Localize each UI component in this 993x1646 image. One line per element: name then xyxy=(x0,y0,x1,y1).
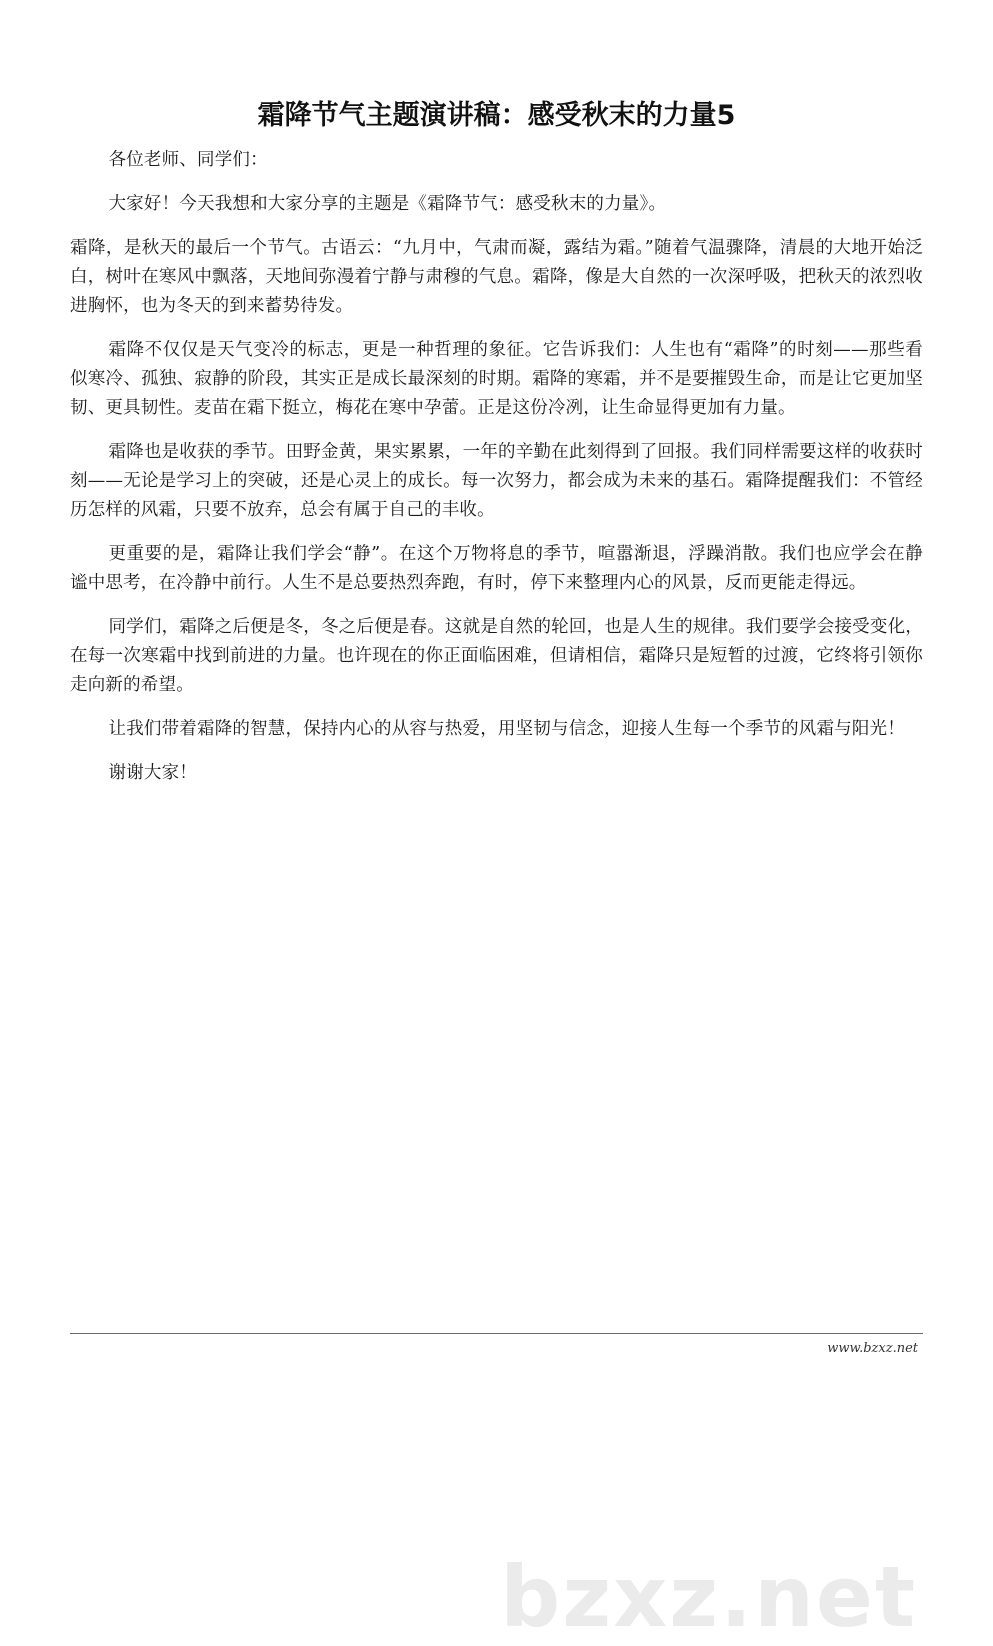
paragraph-greeting: 各位老师、同学们： xyxy=(108,150,268,170)
watermark-logo: bzxz.net xyxy=(500,1548,917,1646)
paragraph-introduction: 霜降，是秋天的最后一个节气。古语云：“九月中，气肃而凝，露结为霜。”随着气温骤降，清晨的大地开始泛白，树叶在寒风中飘落，天地间弥漫着宁静与肃穆的气息。霜降，像是大自然的一次深呼吸，把秋天的浓烈收进胸怀，也为冬天的到来蓄势待发。 xyxy=(70,238,923,316)
paragraph-opening: 大家好！今天我想和大家分享的主题是《霜降节气：感受秋末的力量》。 xyxy=(108,194,667,214)
footer-url-link[interactable]: www.bzxz.net xyxy=(827,1341,918,1356)
paragraph-harvest: 霜降也是收获的季节。田野金黄，果实累累，一年的辛勤在此刻得到了回报。我们同样需要这样的收获时刻——无论是学习上的突破，还是心灵上的成长。每一次努力，都会成为未来的基石。霜降提醒我们：不管经历怎样的风霜，只要不放弃，总会有属于自己的丰收。 xyxy=(70,442,923,520)
paragraph-stillness: 更重要的是，霜降让我们学会“静”。在这个万物将息的季节，喧嚣渐退，浮躁消散。我们也应学会在静谧中思考，在冷静中前行。人生不是总要热烈奔跑，有时，停下来整理内心的风景，反而更能走得远。 xyxy=(70,544,923,593)
footer-divider xyxy=(70,1333,923,1334)
paragraph-philosophy: 霜降不仅仅是天气变冷的标志，更是一种哲理的象征。它告诉我们：人生也有“霜降”的时刻——那些看似寒冷、孤独、寂静的阶段，其实正是成长最深刻的时期。霜降的寒霜，并不是要摧毁生命，而是让它更加坚韧、更具韧性。麦苗在霜下挺立，梅花在寒中孕蕾。正是这份冷冽，让生命显得更加有力量。 xyxy=(70,340,923,418)
paragraph-cycle: 同学们，霜降之后便是冬，冬之后便是春。这就是自然的轮回，也是人生的规律。我们要学会接受变化，在每一次寒霜中找到前进的力量。也许现在的你正面临困难，但请相信，霜降只是短暂的过渡，它终将引领你走向新的希望。 xyxy=(70,617,923,695)
speech-body xyxy=(70,146,923,803)
paragraph-closing: 让我们带着霜降的智慧，保持内心的从容与热爱，用坚韧与信念，迎接人生每一个季节的风霜与阳光！ xyxy=(108,719,905,739)
paragraph-thanks: 谢谢大家！ xyxy=(108,763,197,783)
page-title: 霜降节气主题演讲稿：感受秋末的力量5 xyxy=(257,100,736,132)
